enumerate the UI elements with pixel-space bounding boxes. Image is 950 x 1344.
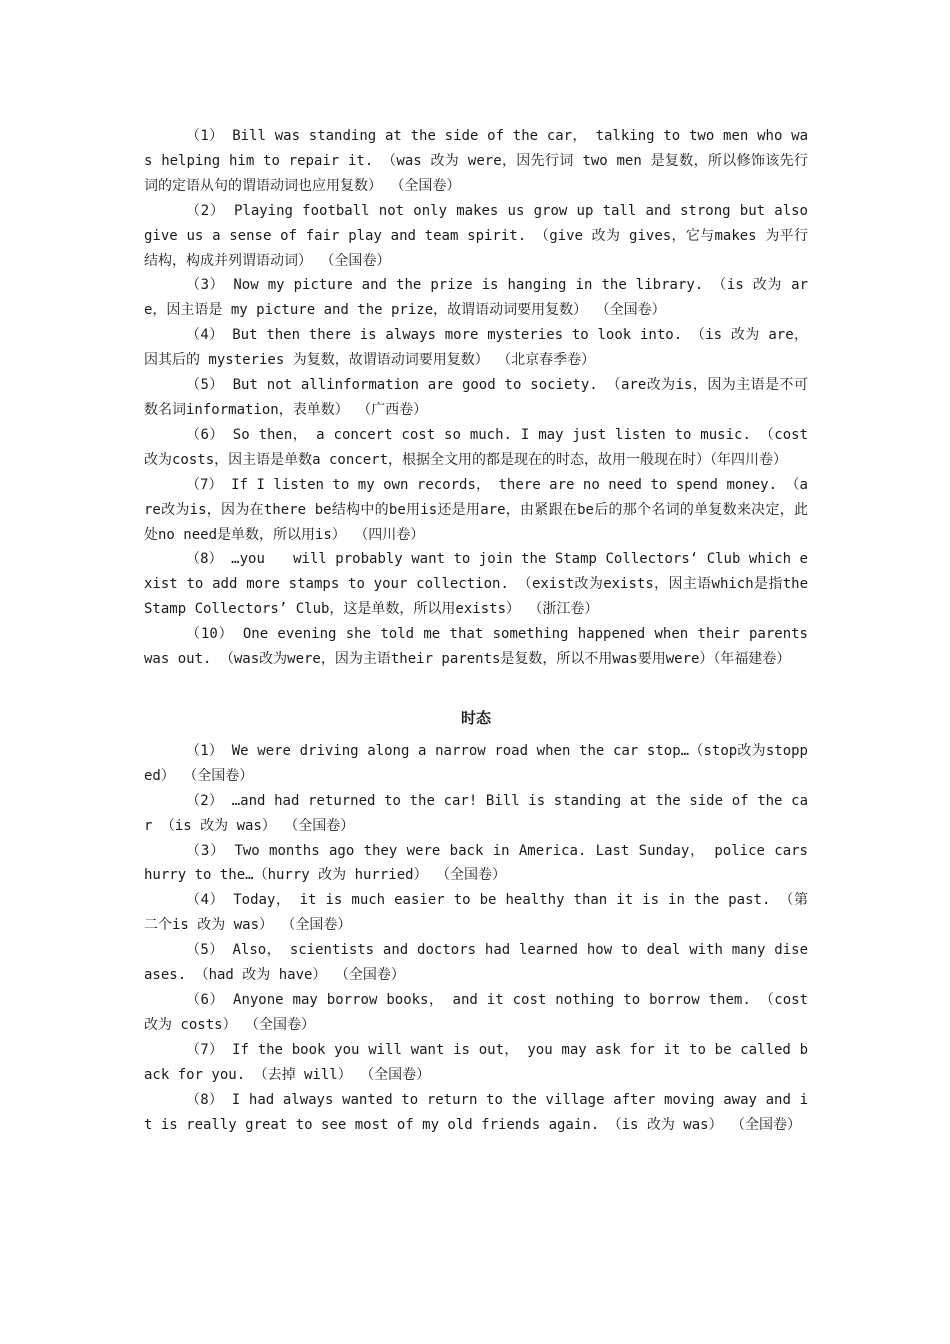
example-item: （8） …you will probably want to join the Stamp Collectors‘ Club which exist to add more stamps to your collection. （exist改为exists，因主语which是指the Stamp Collectors’ Club，这是单数，所以用exists） （浙江卷） [144, 551, 808, 618]
example-item: （5） Also， scientists and doctors had learned how to deal with many diseases. （had 改为 have） （全国卷） [144, 942, 808, 984]
example-item: （5） But not allinformation are good to society. （are改为is，因为主语是不可数名词information，表单数） （广西卷） [144, 377, 808, 418]
example-item: （4） But then there is always more mysteries to look into. （is 改为 are，因其后的 mysteries 为复数，故谓语动词要用复数） （北京春季卷） [144, 327, 808, 369]
example-item: （2） …and had returned to the car! Bill is standing at the side of the car （is 改为 was） （全国卷） [144, 792, 808, 834]
example-item: （1） Bill was standing at the side of the car， talking to two men who was helping him to repair it. （was 改为 were，因先行词 two men 是复数，所以修饰该先行词的定语从句的谓语动词也应用复数） （全国卷） [144, 128, 808, 194]
section-heading: 时态 [460, 708, 491, 727]
example-item: （2） Playing football not only makes us grow up tall and strong but also give us a sense of fair play and team spirit. （give 改为 gives，它与makes 为平行结构，构成并列谓语动词） （全国卷） [144, 202, 808, 269]
example-item: （10） One evening she told me that something happened when their parents was out. （was改为were，因为主语their parents是复数，所以不用was要用were）（年福建卷） [144, 626, 808, 668]
agreement-section [144, 124, 808, 672]
example-item: （6） So then， a concert cost so much. I may just listen to music. （cost 改为costs，因主语是单数a concert，根据全文用的都是现在的时态，故用一般现在时）（年四川卷） [144, 426, 808, 468]
document-page [144, 124, 808, 1137]
tense-section [144, 739, 808, 1138]
example-item: （3） Now my picture and the prize is hanging in the library. （is 改为 are，因主语是 my picture and the prize，故谓语动词要用复数） （全国卷） [144, 277, 808, 319]
example-item: （1） We were driving along a narrow road when the car stop…（stop改为stopped） （全国卷） [144, 742, 808, 784]
example-item: （6） Anyone may borrow books， and it cost nothing to borrow them. （cost 改为 costs） （全国卷） [144, 992, 808, 1033]
example-item: （7） If the book you will want is out， you may ask for it to be called back for you. （去掉 will） （全国卷） [144, 1041, 808, 1083]
example-item: （4） Today， it is much easier to be healthy than it is in the past. （第二个is 改为 was） （全国卷） [144, 892, 808, 934]
example-item: （7） If I listen to my own records， there are no need to spend money. （are改为is，因为在there be结构中的be用is还是用are，由紧跟在be后的那个名词的单复数来决定，此处no need是单数，所以用is） （四川卷） [144, 476, 808, 543]
example-item: （8） I had always wanted to return to the village after moving away and it is really great to see most of my old friends again. （is 改为 was） （全国卷） [144, 1091, 808, 1133]
example-item: （3） Two months ago they were back in America. Last Sunday， police cars hurry to the…（hurry 改为 hurried） （全国卷） [144, 842, 808, 884]
